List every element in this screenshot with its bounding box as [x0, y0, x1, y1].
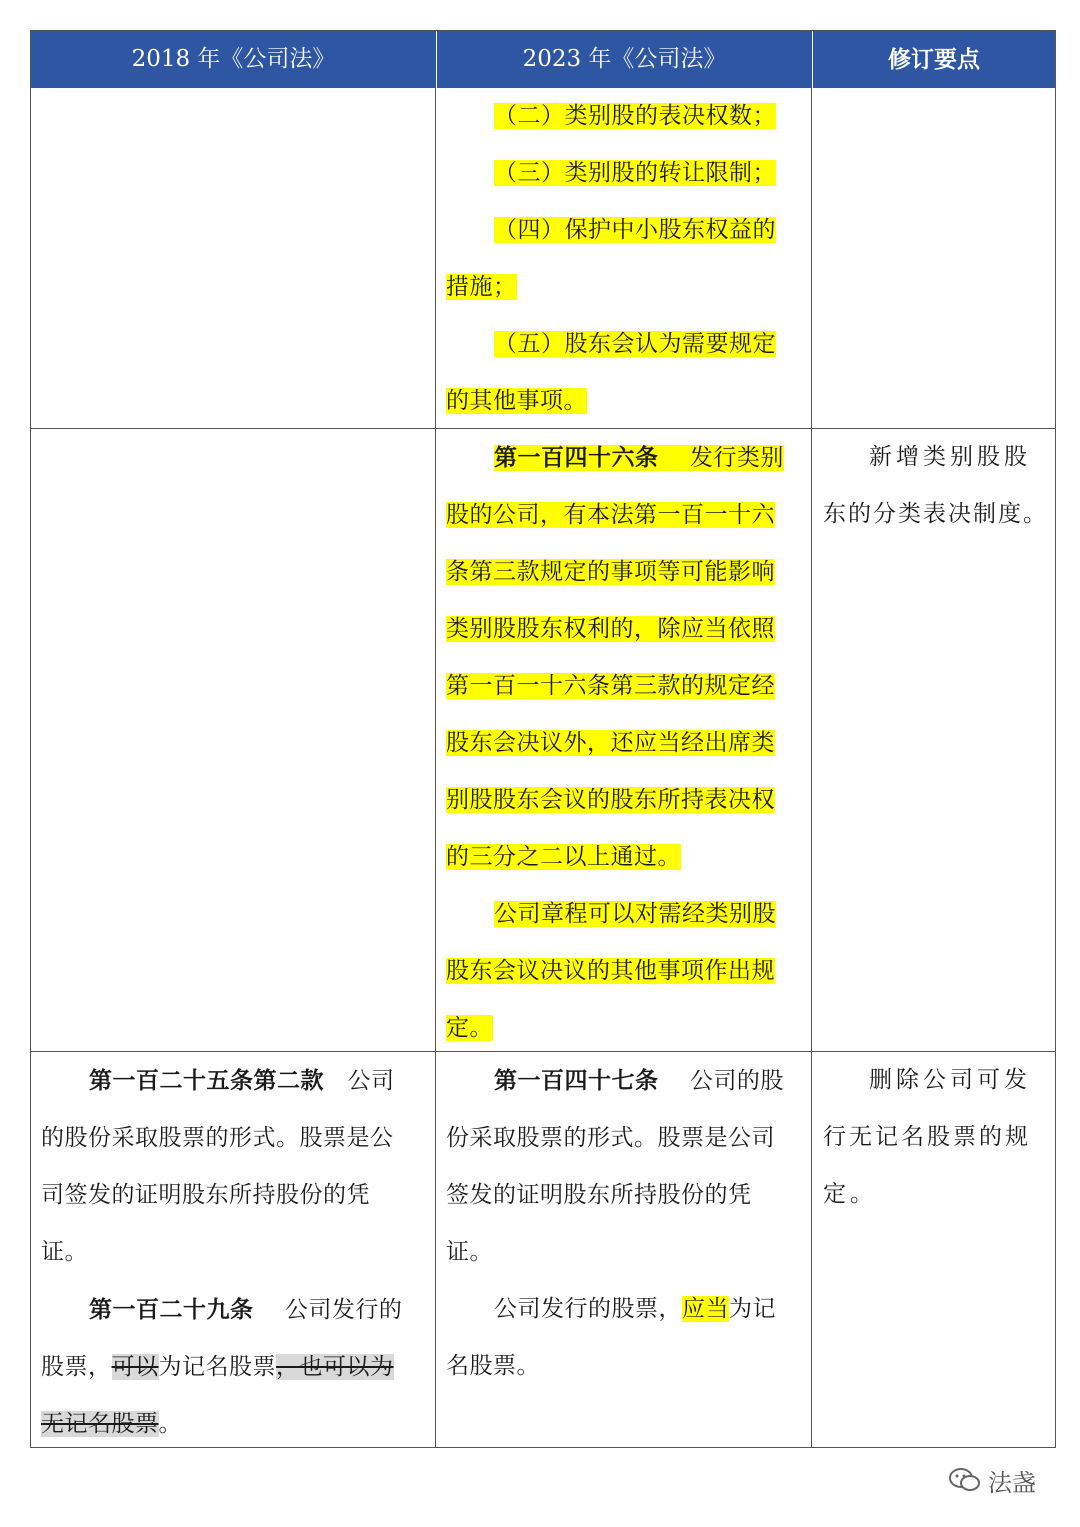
- row3-revision-note: [823, 1052, 1051, 1223]
- text-line: 定。: [446, 1015, 493, 1041]
- note-line: 行无记名股票的规: [823, 1124, 1031, 1150]
- text-line: 条第三款规定的事项等可能影响: [446, 559, 775, 585]
- article-147-title: 第一百四十七条: [494, 1067, 659, 1094]
- article-125-text: 公司: [347, 1068, 395, 1094]
- clause-3: （三）类别股的转让限制；: [494, 160, 776, 186]
- deleted-text: 无记名股票: [41, 1411, 159, 1437]
- note-line: 新增类别股股: [869, 444, 1031, 470]
- text-line: 公司章程可以对需经类别股: [494, 901, 776, 927]
- text-line: 别股股东会议的股东所持表决权: [446, 787, 775, 813]
- text-line: 份采取股票的形式。股票是公司: [446, 1125, 775, 1151]
- text-line: 证。: [41, 1239, 88, 1265]
- text-line: 股东会决议外，还应当经出席类: [446, 730, 775, 756]
- highlighted-text: 应当: [682, 1296, 729, 1322]
- text-fragment: 股票，: [41, 1354, 112, 1380]
- text-line: 的股份采取股票的形式。股票是公: [41, 1125, 394, 1151]
- deleted-text: 可以: [111, 1354, 159, 1380]
- clause-2: （二）类别股的表决权数；: [494, 103, 776, 129]
- text-line: 司签发的证明股东所持股份的凭: [41, 1182, 370, 1208]
- text-line: 股的公司，有本法第一百一十六: [446, 502, 775, 528]
- header-col-2023: 2023 年《公司法》: [436, 31, 812, 88]
- logo-text: 法盏: [988, 1468, 1036, 1497]
- text-line: 第一百一十六条第三款的规定经: [446, 673, 775, 699]
- row3-new-law: [446, 1052, 806, 1395]
- note-line: 东的分类表决制度。: [823, 501, 1048, 527]
- text-line: 类别股股东权利的，除应当依照: [446, 616, 775, 642]
- wechat-icon: [948, 1466, 982, 1494]
- clause-4-cont: 措施；: [446, 274, 517, 300]
- article-129-text: 公司发行的: [284, 1297, 403, 1323]
- row2-revision-note: [823, 429, 1051, 543]
- text-line: 股东会议决议的其他事项作出规: [446, 958, 775, 984]
- comparison-table: [30, 30, 1056, 1448]
- text-fragment: 。: [158, 1411, 182, 1437]
- text-line: 名股票。: [446, 1353, 540, 1379]
- watermark-logo: [948, 1460, 1048, 1500]
- note-line: 定。: [823, 1181, 877, 1207]
- article-147-text: 公司的股: [689, 1068, 784, 1094]
- clause-5: （五）股东会认为需要规定: [494, 331, 776, 357]
- column-divider: [811, 88, 812, 1447]
- text-fragment: 为记: [729, 1296, 776, 1322]
- text-line: 签发的证明股东所持股份的凭: [446, 1182, 752, 1208]
- text-fragment: 公司发行的股票，: [494, 1296, 682, 1322]
- row1-new-law: [446, 88, 806, 430]
- article-146-text: 发行类别: [689, 445, 784, 471]
- header-col-2018: 2018 年《公司法》: [31, 31, 436, 88]
- text-line: 的三分之二以上通过。: [446, 844, 681, 870]
- clause-4: （四）保护中小股东权益的: [494, 217, 776, 243]
- column-divider: [435, 88, 436, 1447]
- header-col-notes: 修订要点: [812, 31, 1055, 88]
- text-fragment: 为记名股票: [158, 1354, 276, 1380]
- text-line: 证。: [446, 1239, 493, 1265]
- article-146-title: 第一百四十六条: [494, 444, 659, 471]
- note-line: 删除公司可发: [869, 1067, 1031, 1093]
- article-125-title: 第一百二十五条第二款: [89, 1067, 324, 1094]
- deleted-text: ，也可以为: [276, 1354, 394, 1380]
- row2-new-law: [446, 429, 806, 1057]
- article-129-title: 第一百二十九条: [89, 1296, 254, 1323]
- clause-5-cont: 的其他事项。: [446, 388, 587, 414]
- row3-old-law: [41, 1052, 431, 1453]
